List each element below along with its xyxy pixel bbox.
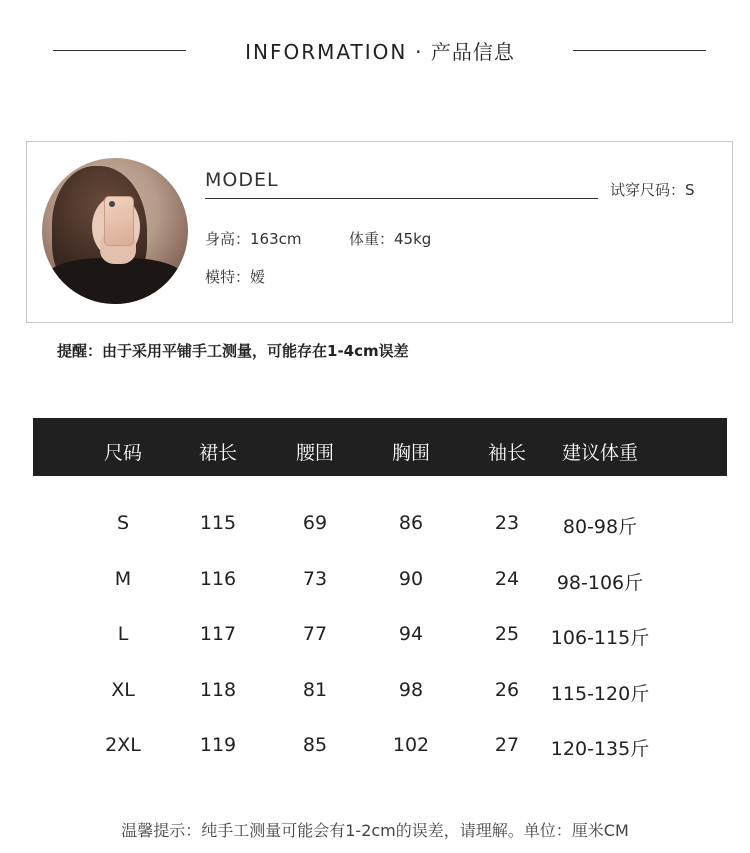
cell-suggested-weight: 115-120斤 xyxy=(550,682,650,705)
header-size: 尺码 xyxy=(103,442,143,464)
cell-suggested-weight: 120-135斤 xyxy=(550,738,650,760)
model-name: 模特：嫒 xyxy=(205,268,266,286)
model-label: MODEL xyxy=(205,169,279,191)
cell-sleeve-length: 27 xyxy=(494,734,520,756)
cell-skirt-length: 115 xyxy=(199,512,237,534)
header-divider-left xyxy=(53,50,186,51)
table-body xyxy=(33,512,727,790)
cell-suggested-weight: 80-98斤 xyxy=(562,516,638,538)
table-row xyxy=(33,734,727,790)
table-row xyxy=(33,679,727,735)
header-divider-right xyxy=(573,50,706,51)
model-card xyxy=(26,141,733,323)
title-zh: 产品信息 xyxy=(430,40,515,64)
cell-size: M xyxy=(114,567,132,590)
cell-skirt-length: 117 xyxy=(199,623,237,645)
model-underline xyxy=(205,198,598,199)
header-bust: 胸围 xyxy=(391,442,431,464)
table-header xyxy=(33,418,727,476)
cell-bust: 102 xyxy=(392,734,430,756)
cell-bust: 86 xyxy=(398,512,424,534)
cell-size: L xyxy=(117,623,129,645)
cell-size: S xyxy=(116,512,130,534)
try-on-size: 试穿尺码：S xyxy=(610,181,695,199)
model-photo xyxy=(42,158,188,304)
cell-size: 2XL xyxy=(105,734,141,756)
cell-skirt-length: 116 xyxy=(199,567,237,590)
cell-size: XL xyxy=(111,678,135,701)
title-en: INFORMATION xyxy=(245,40,408,64)
cell-sleeve-length: 25 xyxy=(494,623,520,645)
title-separator: · xyxy=(415,40,424,64)
table-row xyxy=(33,623,727,679)
cell-waist: 77 xyxy=(302,623,328,645)
cell-sleeve-length: 23 xyxy=(494,512,520,534)
cell-waist: 69 xyxy=(302,512,328,534)
model-weight: 体重：45kg xyxy=(349,230,432,248)
cell-waist: 85 xyxy=(302,734,328,756)
section-title xyxy=(196,36,564,65)
model-height: 身高：163cm xyxy=(205,230,302,248)
header-suggested-weight: 建议体重 xyxy=(561,442,639,464)
header-waist: 腰围 xyxy=(295,442,335,464)
cell-sleeve-length: 26 xyxy=(494,678,520,701)
table-row xyxy=(33,568,727,624)
cell-waist: 73 xyxy=(302,567,328,590)
measurement-reminder: 提醒：由于采用平铺手工测量，可能存在1-4cm误差 xyxy=(57,342,409,360)
footer-note: 温馨提示：纯手工测量可能会有1-2cm的误差，请理解。单位：厘米CM xyxy=(121,821,629,840)
section-header xyxy=(0,36,750,66)
cell-sleeve-length: 24 xyxy=(494,567,520,590)
cell-skirt-length: 119 xyxy=(199,734,237,756)
header-sleeve-length: 袖长 xyxy=(487,442,527,464)
cell-suggested-weight: 98-106斤 xyxy=(556,571,644,594)
cell-suggested-weight: 106-115斤 xyxy=(550,627,650,649)
size-table xyxy=(33,418,727,760)
cell-bust: 90 xyxy=(398,567,424,590)
table-row xyxy=(33,512,727,568)
cell-waist: 81 xyxy=(302,678,328,701)
cell-bust: 98 xyxy=(398,678,424,701)
cell-bust: 94 xyxy=(398,623,424,645)
header-skirt-length: 裙长 xyxy=(198,442,238,464)
cell-skirt-length: 118 xyxy=(199,678,237,701)
